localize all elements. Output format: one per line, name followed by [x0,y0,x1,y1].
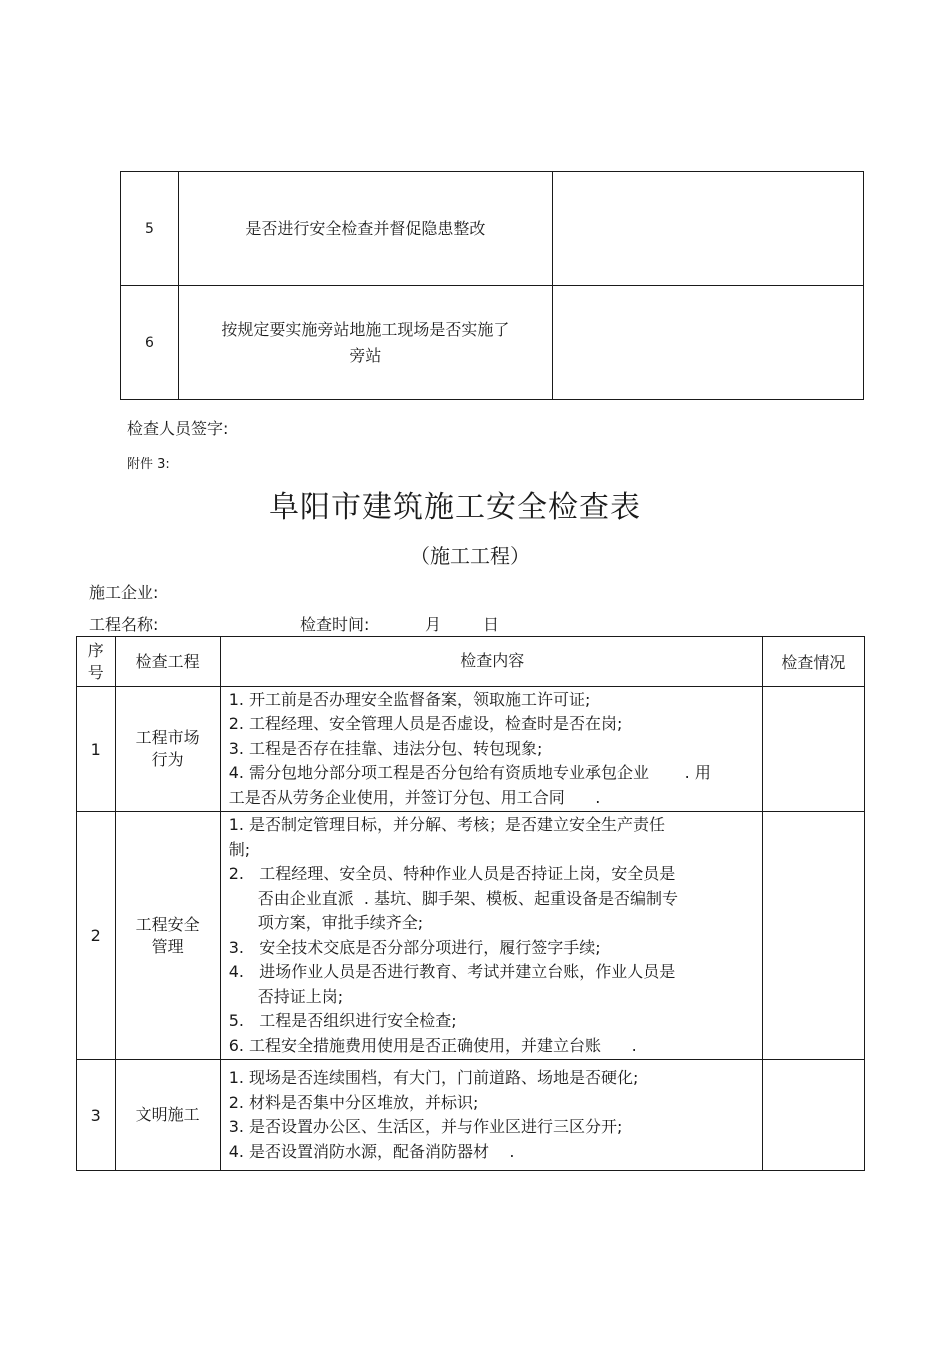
row-number: 1 [77,687,116,812]
content-line: 4. 进场作业人员是否进行教育、考试并建立台账，作业人员是 [228,962,676,981]
table-row [121,286,864,400]
content-line: 否持证上岗; [257,986,344,1006]
company-label: 施工企业: [89,583,159,602]
content-line: 1. 现场是否连续围档，有大门，门前道路、场地是否硬化; [228,1068,639,1087]
check-content [220,812,762,1060]
page-subtitle: （施工工程） [410,544,530,568]
annex-label: 附件 3: [127,457,170,472]
content-line: 项方案，审批手续齐全; [257,913,424,932]
project-name-label: 工程名称: [89,615,159,634]
table-row [77,812,865,1060]
table-row [77,1060,865,1171]
safety-check-table [76,636,865,1171]
check-item [115,687,220,812]
check-item [178,286,552,400]
previous-check-table [120,171,864,400]
table-row [77,687,865,812]
content-line: 4. 需分包地分部分项工程是否分包给有资质地专业承包企业 . 用 [228,763,711,783]
check-item-line: 按规定要实施旁站地施工现场是否实施了 [221,319,510,339]
header-content: 检查内容 [220,637,762,687]
check-item-line: 行为 [151,750,184,769]
content-line: 2. 工程经理、安全管理人员是否虚设，检查时是否在岗; [228,714,623,734]
content-line: 工是否从劳务企业使用，并签订分包、用工合同 . [228,787,601,807]
day-label: 日 [483,615,500,634]
header-seq-line: 序 [87,640,104,660]
content-line: 2. 工程经理、安全员、特种作业人员是否持证上岗，安全员是 [228,864,676,883]
content-line: 否由企业直派 . 基坑、脚手架、模板、起重设备是否编制专 [257,888,679,908]
header-result: 检查情况 [762,637,864,687]
content-line: 2. 材料是否集中分区堆放，并标识; [228,1092,479,1112]
header-seq [77,637,116,687]
table-row [121,172,864,286]
check-item-line: 文明施工 [135,1105,200,1124]
check-item [115,812,220,1060]
content-line: 3. 安全技术交底是否分部分项进行，履行签字手续; [228,937,601,957]
content-line: 1. 开工前是否办理安全监督备案，领取施工许可证; [228,689,591,709]
content-line: 6. 工程安全措施费用使用是否正确使用，并建立台账 . [228,1035,637,1055]
check-time-label: 检查时间: [300,615,370,634]
content-line: 3. 是否设置办公区、生活区，并与作业区进行三区分开; [228,1117,623,1136]
content-line: 1. 是否制定管理目标，并分解、考核；是否建立安全生产责任 [228,815,666,834]
check-content [220,687,762,812]
check-item-line: 工程市场 [135,728,200,747]
content-line: 3. 工程是否存在挂靠、违法分包、转包现象; [228,738,543,758]
check-item-line: 管理 [151,936,184,956]
check-item [178,172,552,286]
check-item [115,1060,220,1171]
header-item: 检查工程 [115,637,220,687]
check-result-cell[interactable] [552,172,863,286]
page-title: 阜阳市建筑施工安全检查表 [269,490,641,525]
check-item-line: 工程安全 [135,914,200,934]
row-number: 6 [121,286,179,400]
content-line: 制; [228,839,251,859]
check-content [220,1060,762,1171]
header-seq-line: 号 [87,662,104,682]
check-result-cell[interactable] [552,286,863,400]
month-label: 月 [425,615,442,634]
check-item-line: 旁站 [349,345,382,365]
check-result-cell[interactable] [762,812,864,1060]
table-header-row [77,637,865,687]
row-number: 5 [121,172,179,286]
inspector-signature-label: 检查人员签字: [127,419,229,438]
check-result-cell[interactable] [762,687,864,812]
content-line: 5. 工程是否组织进行安全检查; [228,1011,457,1030]
check-result-cell[interactable] [762,1060,864,1171]
row-number: 2 [77,812,116,1060]
content-line: 4. 是否设置消防水源，配备消防器材 . [228,1141,515,1161]
check-item-line: 是否进行安全检查并督促隐患整改 [245,218,486,238]
row-number: 3 [77,1060,116,1171]
